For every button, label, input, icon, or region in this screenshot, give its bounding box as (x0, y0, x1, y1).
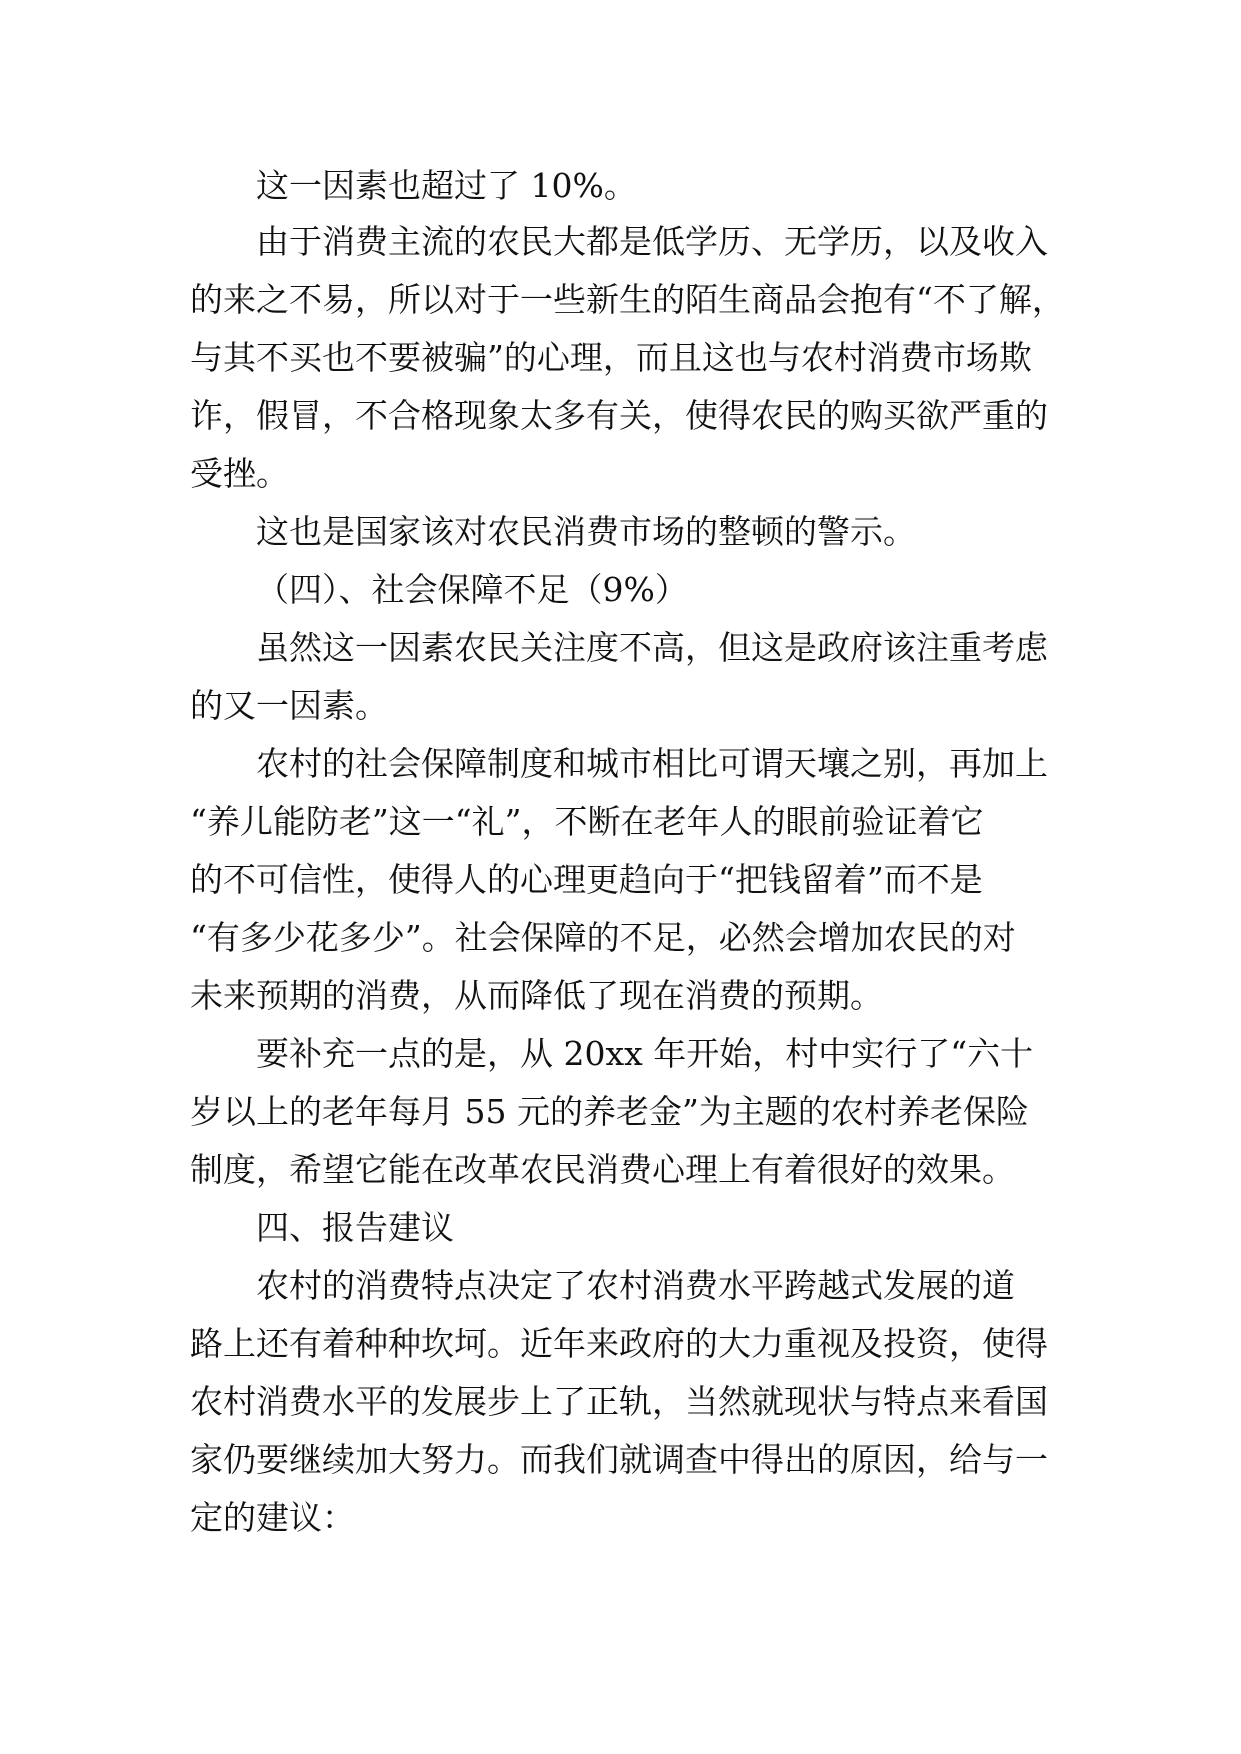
section-heading-4: （四）、社会保障不足（9%） (256, 570, 688, 609)
text-line-4: 与其不买也不要被骗”的心理，而且这也与农村消费市场欺 (190, 338, 1032, 377)
text-line-12: “养儿能防老”这一“礼”，不断在老年人的眼前验证着它 (190, 802, 984, 841)
text-line-14: “有多少花多少”。社会保障的不足，必然会增加农民的对 (190, 918, 1016, 957)
text-line-3: 的来之不易，所以对于一些新生的陌生商品会抱有“不了解， (190, 280, 1065, 319)
text-line-9: 虽然这一因素农民关注度不高，但这是政府该注重考虑 (256, 628, 1048, 667)
text-line-6: 受挫。 (190, 454, 289, 493)
text-line-21: 路上还有着种种坎坷。近年来政府的大力重视及投资，使得 (190, 1324, 1048, 1363)
text-line-13: 的不可信性，使得人的心理更趋向于“把钱留着”而不是 (190, 860, 983, 899)
text-line-24: 定的建议： (190, 1498, 355, 1537)
text-line-20: 农村的消费特点决定了农村消费水平跨越式发展的道 (256, 1266, 1015, 1305)
text-line-1: 这一因素也超过了 10%。 (256, 166, 637, 205)
text-line-15: 未来预期的消费，从而降低了现在消费的预期。 (190, 976, 883, 1015)
text-line-11: 农村的社会保障制度和城市相比可谓天壤之别，再加上 (256, 744, 1048, 783)
section-heading-report-suggestions: 四、报告建议 (256, 1208, 454, 1247)
text-line-17: 岁以上的老年每月 55 元的养老金”为主题的农村养老保险 (190, 1092, 1029, 1131)
text-line-16: 要补充一点的是，从 20xx 年开始，村中实行了“六十 (256, 1034, 1034, 1073)
text-line-23: 家仍要继续加大努力。而我们就调查中得出的原因，给与一 (190, 1440, 1048, 1479)
text-line-7: 这也是国家该对农民消费市场的整顿的警示。 (256, 512, 916, 551)
text-line-22: 农村消费水平的发展步上了正轨，当然就现状与特点来看国 (190, 1382, 1048, 1421)
text-line-2: 由于消费主流的农民大都是低学历、无学历，以及收入 (256, 222, 1048, 261)
text-line-10: 的又一因素。 (190, 686, 388, 725)
text-line-5: 诈，假冒，不合格现象太多有关，使得农民的购买欲严重的 (190, 396, 1048, 435)
text-line-18: 制度，希望它能在改革农民消费心理上有着很好的效果。 (190, 1150, 1015, 1189)
